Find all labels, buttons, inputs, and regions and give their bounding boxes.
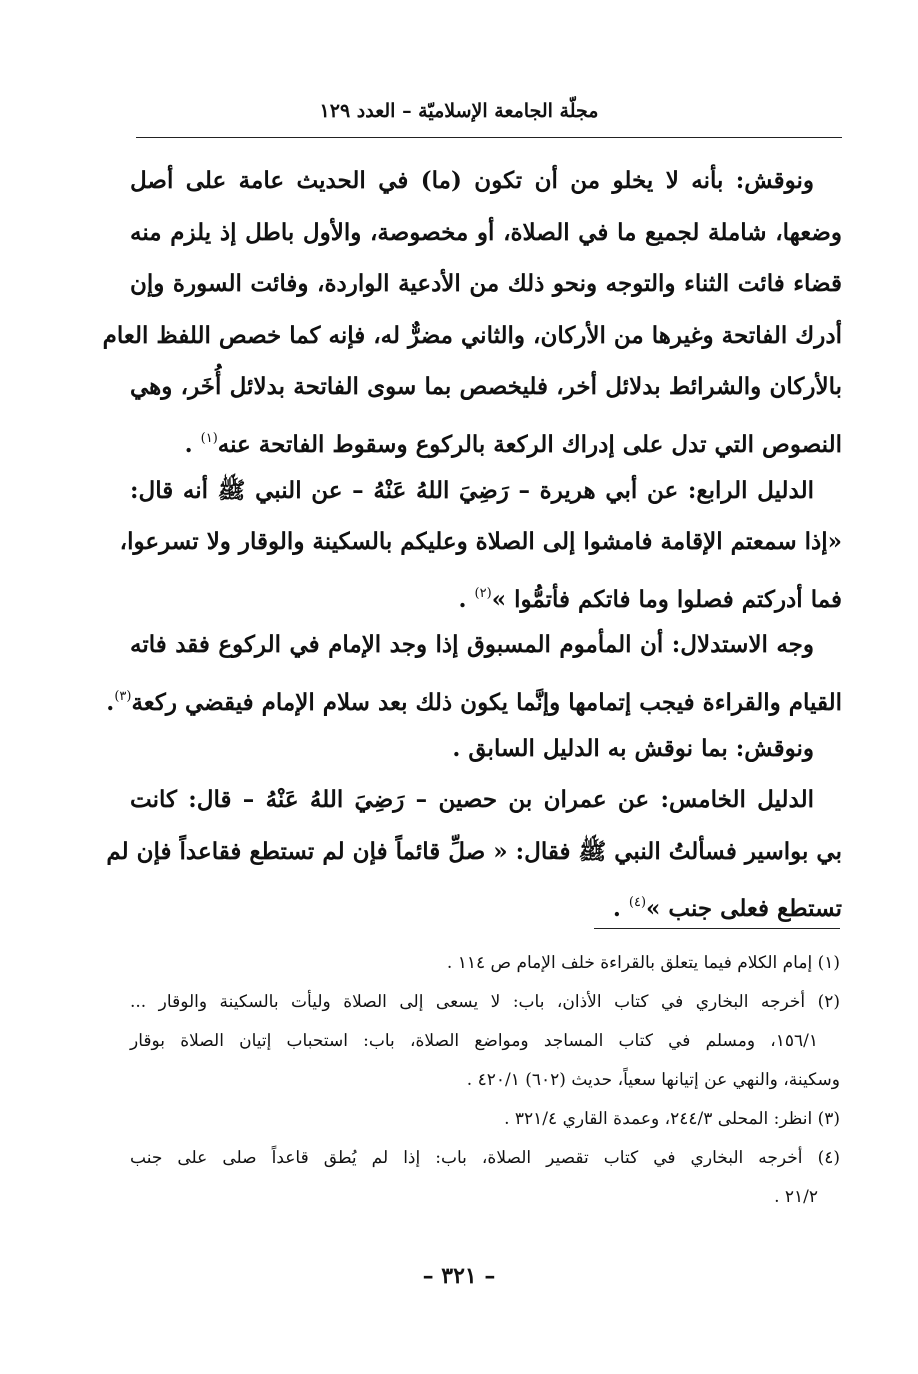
body-line: بالأركان والشرائط بدلائل أخر، فليخصص بما سوى الفاتحة بدلائل أُخَر، وهي <box>130 373 842 401</box>
footnote-ref: (٤) <box>628 895 647 911</box>
page-number: – ٣٢١ – <box>422 1263 496 1289</box>
body-line: فما أدركتم فصلوا وما فاتكم فأتمُّوا »$^{(٢)}$ . <box>458 585 842 613</box>
footnote-line: وسكينة، والنهي عن إتيانها سعياً، حديث (٦٠٢) ٤٢٠/١ . <box>466 1070 840 1090</box>
body-line: تستطع فعلى جنب »$^{(٤)}$ . <box>612 895 842 923</box>
body-line: الدليل الخامس: عن عمران بن حصين – رَضِيَ اللهُ عَنْهُ – قال: كانت <box>130 786 814 814</box>
body-line: الدليل الرابع: عن أبي هريرة – رَضِيَ اللهُ عَنْهُ – عن النبي ﷺ أنه قال: <box>130 476 814 504</box>
body-line: وضعها، شاملة لجميع ما في الصلاة، أو مخصوصة، والأول باطل إذ يلزم منه <box>130 218 842 246</box>
footnote-line: ١٥٦/١، ومسلم في كتاب المساجد ومواضع الصلاة، باب: استحباب إتيان الصلاة بوقار <box>130 1031 818 1051</box>
body-line: أدرك الفاتحة وغيرها من الأركان، والثاني مضرٌّ له، فإنه كما خصص اللفظ العام <box>102 321 842 349</box>
body-line: وجه الاستدلال: أن المأموم المسبوق إذا وجد الإمام في الركوع فقد فاته <box>130 631 814 659</box>
body-line: القيام والقراءة فيجب إتمامها وإنَّما يكون ذلك بعد سلام الإمام فيقضي ركعة$^{(٣)}$. <box>106 688 842 716</box>
body-line: ونوقش: بما نوقش به الدليل السابق . <box>452 734 814 762</box>
footnote-ref: (٣) <box>114 688 132 704</box>
body-line: قضاء فائت الثناء والتوجه ونحو ذلك من الأدعية الواردة، وفائت السورة وإن <box>130 270 842 298</box>
footnote-line: (١) إمام الكلام فيما يتعلق بالقراءة خلف الإمام ص ١١٤ . <box>446 953 840 973</box>
body-line: «إذا سمعتم الإقامة فامشوا إلى الصلاة وعليكم بالسكينة والوقار ولا تسرعوا، <box>119 528 842 556</box>
footnote-line: (٢) أخرجه البخاري في كتاب الأذان، باب: لا يسعى إلى الصلاة وليأت بالسكينة والوقار ... <box>130 992 840 1012</box>
header-divider <box>136 137 842 138</box>
journal-header: مجلّة الجامعة الإسلاميّة – العدد ١٢٩ <box>319 100 599 122</box>
main-text <box>102 155 842 929</box>
footnote-line: (٤) أخرجه البخاري في كتاب تقصير الصلاة، باب: إذا لم يُطق قاعداً صلى على جنب <box>130 1148 840 1168</box>
footnotes <box>130 944 840 1217</box>
footnote-line: ٢١/٢ . <box>774 1187 818 1207</box>
body-line: النصوص التي تدل على إدراك الركعة بالركوع وسقوط الفاتحة عنه$^{(١)}$ . <box>184 430 842 458</box>
body-line: بي بواسير فسألتُ النبي ﷺ فقال: « صلِّ قائماً فإن لم تستطع فقاعداً فإن لم <box>106 837 842 865</box>
footnote-divider <box>594 928 840 929</box>
footnote-line: (٣) انظر: المحلى ٢٤٤/٣، وعمدة القاري ٣٢١/٤ . <box>504 1109 840 1129</box>
footnote-ref: (١) <box>200 430 218 446</box>
body-line: ونوقش: بأنه لا يخلو من أن تكون (ما) في الحديث عامة على أصل <box>130 167 814 194</box>
footnote-ref: (٢) <box>474 585 492 601</box>
